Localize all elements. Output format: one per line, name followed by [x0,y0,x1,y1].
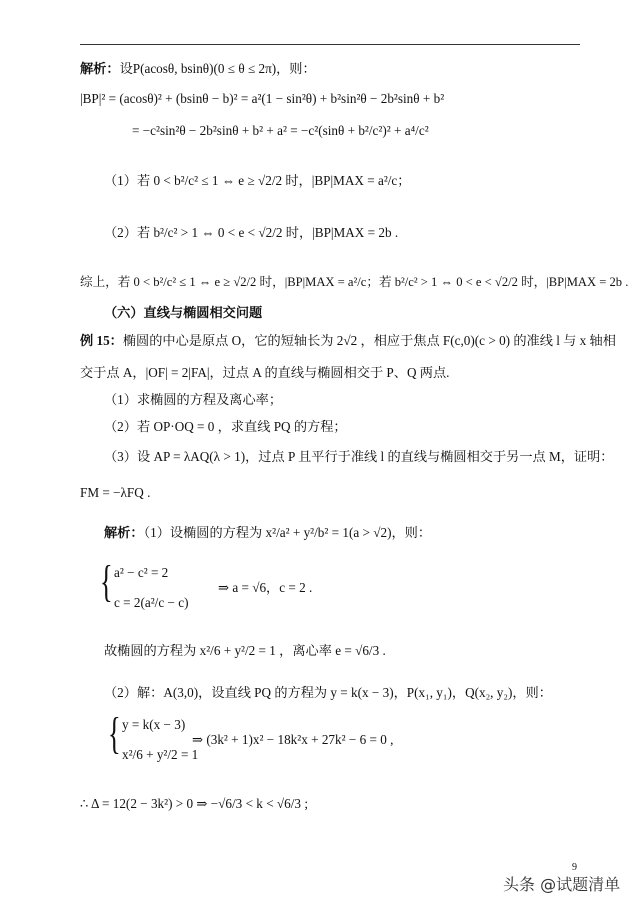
section-heading [104,306,262,319]
analysis-line-1 [80,62,316,75]
text: ∴ Δ = 12(2 − 3k²) > 0 ⇒ −√6/3 < k < √6/3 ; [80,796,308,811]
text: 综上，若 0 < b²/c² ≤ 1 ⇔ e ≥ √2/2 时，|BP|MAX = a²/c；若 b²/c² > 1 ⇔ 0 < e < √2/2 时，|BP|MAX = 2b . [80,275,629,289]
left-brace-1: { [100,557,113,606]
text: （1）设椭圆的方程为 x²/a² + y²/b² = 1(a > √2)，则： [143,525,432,540]
text: （2）若 OP·OQ = 0 ，求直线 PQ 的方程； [104,419,347,434]
question-2 [104,420,347,433]
text: x²/6 + y²/2 = 1 [122,747,199,762]
system-2-eq-2 [122,748,198,761]
text: ⇒ (3k² + 1)x² − 18k²x + 27k² − 6 = 0 , [192,732,394,747]
example-15-cont [80,366,449,379]
question-1 [104,393,282,406]
text: y = k(x − 3) [122,717,186,732]
text: 故椭圆的方程为 x²/6 + y²/2 = 1 ，离心率 e = √6/3 . [104,643,386,658]
question-3 [104,450,614,463]
example-15 [80,334,616,347]
system-2-result [192,733,393,746]
text: 设P(acosθ, bsinθ)(0 ≤ θ ≤ 2π)，则： [119,61,316,76]
ellipse-result [104,644,386,657]
label: 例 15： [80,333,123,348]
text: （1）求椭圆的方程及离心率； [104,392,283,407]
text: （2）若 b²/c² > 1 ⇔ 0 < e < √2/2 时，|BP|MAX = 2b . [104,225,399,240]
system-2-eq-1 [122,718,185,731]
watermark: 头条 @试题清单 [503,875,621,894]
solution-1 [104,526,431,539]
text: FM = −λFQ . [80,485,151,500]
label: 解析： [80,61,120,76]
label: 解析： [104,525,144,540]
text: （3）设 AP = λAQ(λ > 1)，过点 P 且平行于准线 l 的直线与椭圆相交于另一点 M，证明： [104,449,614,464]
top-rule [80,44,580,45]
summary [80,276,628,289]
text: 椭圆的中心是原点 O，它的短轴长为 2√2 ，相应于焦点 F(c,0)(c > 0) 的准线 l 与 x 轴相 [122,333,616,348]
question-3-cont [80,486,150,499]
text: c = 2(a²/c − c) [114,595,189,610]
solution-2 [104,686,552,699]
text: = −c²sin²θ − 2b²sinθ + b² + a² = −c²(sinθ + b²/c²)² + a⁴/c² [132,123,429,138]
case-1 [104,174,410,187]
page-number: 9 [572,862,577,873]
system-1-result [218,581,312,594]
text: 交于点 A，|OF| = 2|FA|，过点 A 的直线与椭圆相交于 P、Q 两点. [80,365,450,380]
text: （2）解：A(3,0)，设直线 PQ 的方程为 y = k(x − 3)，P(x₁, y₁)，Q(x₂, y₂)，则： [104,685,552,700]
formula-bp-1 [80,92,444,105]
system-1-eq-1 [114,566,168,579]
system-1-eq-2 [114,596,188,609]
text: （1）若 0 < b²/c² ≤ 1 ⇔ e ≥ √2/2 时，|BP|MAX = a²/c； [104,173,411,188]
label: （六）直线与椭圆相交问题 [104,305,263,320]
text: |BP|² = (acosθ)² + (bsinθ − b)² = a²(1 − sin²θ) + b²sin²θ − 2b²sinθ + b² [80,91,445,106]
text: ⇒ a = √6，c = 2 . [218,580,313,595]
discriminant [80,797,308,810]
left-brace-2: { [108,709,121,758]
text: a² − c² = 2 [114,565,169,580]
formula-bp-2 [132,124,429,137]
case-2 [104,226,398,239]
